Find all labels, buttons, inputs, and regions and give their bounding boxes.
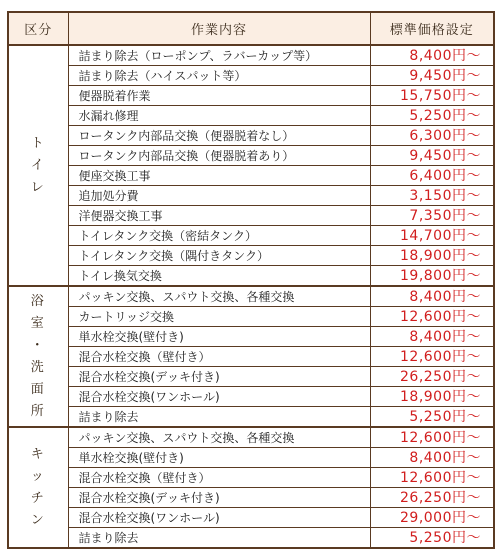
price-cell: 29,000円～ bbox=[370, 508, 494, 528]
work-content-cell: 洋便器交換工事 bbox=[68, 206, 370, 226]
category-char: ト bbox=[30, 135, 46, 151]
category-char: キ bbox=[30, 446, 46, 462]
price-cell: 12,600円～ bbox=[370, 307, 494, 327]
price-cell: 18,900円～ bbox=[370, 387, 494, 407]
table-row bbox=[8, 66, 494, 86]
category-char: 浴 bbox=[30, 293, 46, 309]
table-row bbox=[8, 387, 494, 407]
price-cell: 8,400円～ bbox=[370, 45, 494, 66]
category-char: ・ bbox=[30, 337, 46, 353]
category-cell bbox=[8, 286, 68, 427]
price-cell: 6,400円～ bbox=[370, 166, 494, 186]
table-row bbox=[8, 307, 494, 327]
price-cell: 3,150円～ bbox=[370, 186, 494, 206]
price-cell: 5,250円～ bbox=[370, 528, 494, 549]
work-content-cell: 便器脱着作業 bbox=[68, 86, 370, 106]
price-cell: 15,750円～ bbox=[370, 86, 494, 106]
table-row bbox=[8, 166, 494, 186]
price-cell: 12,600円～ bbox=[370, 347, 494, 367]
category-char: イ bbox=[30, 157, 46, 173]
category-char: 所 bbox=[30, 403, 46, 419]
work-content-cell: 混合水栓交換(ワンホール) bbox=[68, 508, 370, 528]
work-content-cell: カートリッジ交換 bbox=[68, 307, 370, 327]
price-cell: 9,450円～ bbox=[370, 66, 494, 86]
work-content-cell: ロータンク内部品交換（便器脱着あり） bbox=[68, 146, 370, 166]
table-row bbox=[8, 367, 494, 387]
table-row bbox=[8, 286, 494, 307]
table-row bbox=[8, 45, 494, 66]
price-cell: 12,600円～ bbox=[370, 468, 494, 488]
price-cell: 8,400円～ bbox=[370, 286, 494, 307]
work-content-cell: パッキン交換、スパウト交換、各種交換 bbox=[68, 427, 370, 448]
table-body bbox=[8, 45, 494, 548]
work-content-cell: 詰まり除去 bbox=[68, 528, 370, 549]
category-char: 洗 bbox=[30, 359, 46, 375]
category-char: 室 bbox=[30, 315, 46, 331]
work-content-cell: トイレタンク交換（隅付きタンク） bbox=[68, 246, 370, 266]
category-char: ッ bbox=[30, 468, 46, 484]
table-row bbox=[8, 327, 494, 347]
price-cell: 5,250円～ bbox=[370, 407, 494, 428]
work-content-cell: 詰まり除去（ハイスパット等） bbox=[68, 66, 370, 86]
work-content-cell: トイレ換気交換 bbox=[68, 266, 370, 287]
price-cell: 8,400円～ bbox=[370, 327, 494, 347]
category-cell bbox=[8, 45, 68, 286]
category-char: 面 bbox=[30, 381, 46, 397]
table-row bbox=[8, 246, 494, 266]
price-cell: 19,800円～ bbox=[370, 266, 494, 287]
table-row bbox=[8, 347, 494, 367]
work-content-cell: 混合水栓交換(デッキ付き) bbox=[68, 367, 370, 387]
price-cell: 8,400円～ bbox=[370, 448, 494, 468]
table-row bbox=[8, 186, 494, 206]
table-row bbox=[8, 106, 494, 126]
work-content-cell: 詰まり除去 bbox=[68, 407, 370, 428]
table-row bbox=[8, 488, 494, 508]
category-char: チ bbox=[30, 490, 46, 506]
table-row bbox=[8, 266, 494, 287]
work-content-cell: トイレタンク交換（密結タンク） bbox=[68, 226, 370, 246]
table-row bbox=[8, 86, 494, 106]
work-content-cell: 混合水栓交換(ワンホール) bbox=[68, 387, 370, 407]
work-content-cell: 単水栓交換(壁付き) bbox=[68, 448, 370, 468]
work-content-cell: 混合水栓交換（壁付き） bbox=[68, 347, 370, 367]
table-row bbox=[8, 206, 494, 226]
price-cell: 14,700円～ bbox=[370, 226, 494, 246]
table-row bbox=[8, 468, 494, 488]
category-cell bbox=[8, 427, 68, 548]
category-char: レ bbox=[30, 179, 46, 195]
header-category: 区分 bbox=[8, 12, 68, 45]
price-cell: 6,300円～ bbox=[370, 126, 494, 146]
category-char: ン bbox=[30, 512, 46, 528]
table-row bbox=[8, 126, 494, 146]
work-content-cell: 詰まり除去（ローポンプ、ラバーカップ等） bbox=[68, 45, 370, 66]
price-table-container bbox=[7, 11, 493, 549]
work-content-cell: 混合水栓交換（壁付き） bbox=[68, 468, 370, 488]
work-content-cell: 混合水栓交換(デッキ付き) bbox=[68, 488, 370, 508]
price-cell: 26,250円～ bbox=[370, 367, 494, 387]
price-cell: 5,250円～ bbox=[370, 106, 494, 126]
header-price: 標準価格設定 bbox=[370, 12, 494, 45]
table-row bbox=[8, 407, 494, 428]
table-row bbox=[8, 508, 494, 528]
price-cell: 7,350円～ bbox=[370, 206, 494, 226]
work-content-cell: 追加処分費 bbox=[68, 186, 370, 206]
price-cell: 26,250円～ bbox=[370, 488, 494, 508]
work-content-cell: ロータンク内部品交換（便器脱着なし） bbox=[68, 126, 370, 146]
price-cell: 12,600円～ bbox=[370, 427, 494, 448]
table-row bbox=[8, 448, 494, 468]
table-header bbox=[8, 12, 494, 45]
work-content-cell: 便座交換工事 bbox=[68, 166, 370, 186]
price-table bbox=[7, 11, 495, 549]
table-row bbox=[8, 528, 494, 549]
work-content-cell: パッキン交換、スパウト交換、各種交換 bbox=[68, 286, 370, 307]
table-row bbox=[8, 146, 494, 166]
header-work: 作業内容 bbox=[68, 12, 370, 45]
price-cell: 9,450円～ bbox=[370, 146, 494, 166]
price-cell: 18,900円～ bbox=[370, 246, 494, 266]
table-row bbox=[8, 427, 494, 448]
work-content-cell: 単水栓交換(壁付き) bbox=[68, 327, 370, 347]
work-content-cell: 水漏れ修理 bbox=[68, 106, 370, 126]
table-row bbox=[8, 226, 494, 246]
